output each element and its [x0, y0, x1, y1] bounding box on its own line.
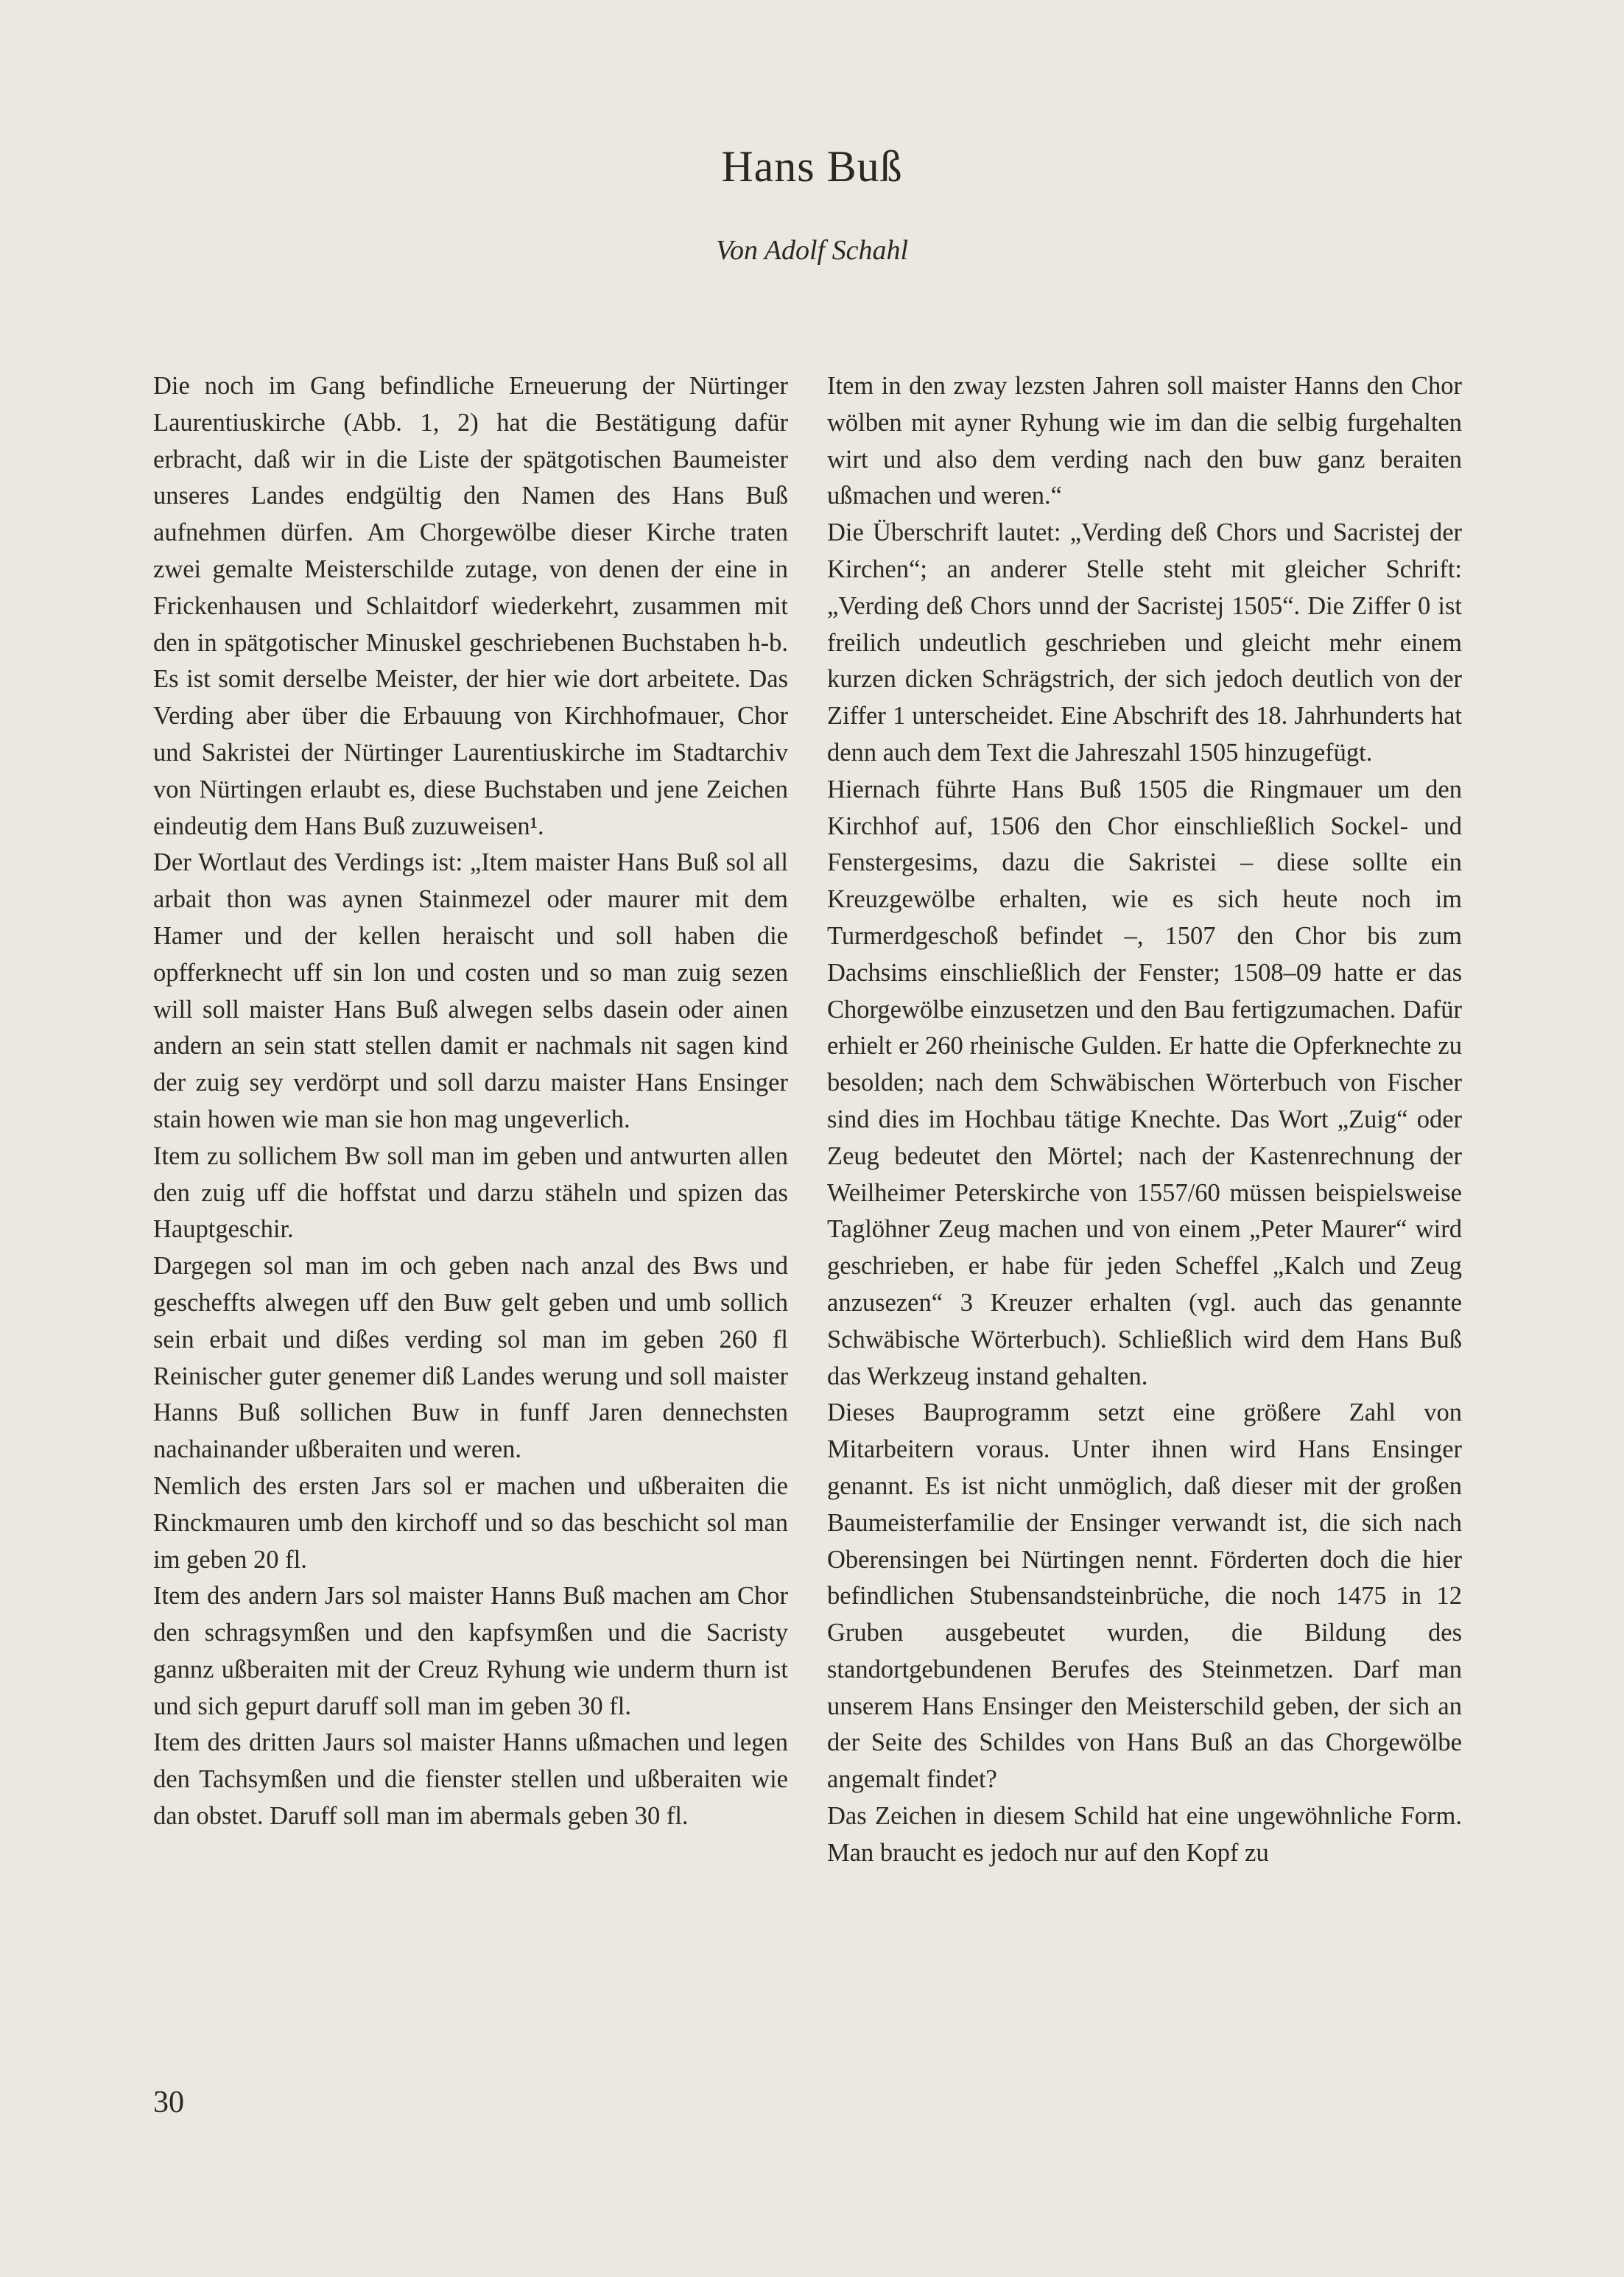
article-title: Hans Buß [721, 142, 903, 191]
paragraph: Die Überschrift lautet: „Verding deß Chors und Sacristej der Kirchen“; an anderer Stelle steht mit gleicher Schrift: „Verding deß Chors unnd der Sacristej 1505“. Die Ziffer 0 ist freilich undeutlich geschrieben und gleicht mehr einem kurzen dicken Schrägstrich, der sich jedoch deutlich von der Ziffer 1 unterscheidet. Eine Abschrift des 18. Jahrhunderts hat denn auch dem Text die Jahreszahl 1505 hinzugefügt. [827, 518, 1462, 767]
paragraph: Das Zeichen in diesem Schild hat eine ungewöhnliche Form. Man braucht es jedoch nur auf den Kopf zu [827, 1802, 1462, 1867]
paragraph: Dieses Bauprogramm setzt eine größere Zahl von Mitarbeitern voraus. Unter ihnen wird Hans Ensinger genannt. Es ist nicht unmöglich, daß dieser mit der großen Baumeisterfamilie der Ensinger verwandt ist, die sich nach Oberensingen bei Nürtingen nennt. Förderten doch die hier befindlichen Stubensandsteinbrüche, die noch 1475 in 12 Gruben ausgebeutet wurden, die Bildung des standortgebundenen Berufes des Steinmetzen. Darf man unserem Hans Ensinger den Meisterschild geben, der sich an der Seite des Schildes von Hans Buß an das Chorgewölbe angemalt findet? [827, 1398, 1462, 1794]
paragraph: Item des dritten Jaurs sol maister Hanns ußmachen und legen den Tachsymßen und die fienster stellen und ußberaiten wie dan obstet. Daruff soll man im abermals geben 30 fl. [153, 1728, 788, 1831]
paragraph: Dargegen sol man im och geben nach anzal des Bws und gescheffts alwegen uff den Buw gelt geben und umb sollich sein erbait und dißes verding sol man im geben 260 fl Reinischer guter genemer diß Landes werung und soll maister Hanns Buß sollichen Buw in funff Jaren dennechsten nachainander ußberaiten und weren. [153, 1252, 788, 1464]
right-column [827, 368, 1462, 1872]
article-byline: Von Adolf Schahl [715, 235, 909, 266]
paragraph: Hiernach führte Hans Buß 1505 die Ringmauer um den Kirchhof auf, 1506 den Chor einschließlich Sockel- und Fenstergesims, dazu die Sakristei – diese sollte ein Kreuzgewölbe erhalten, wie es sich heute noch im Turmerdgeschoß befindet –, 1507 den Chor bis zum Dachsims einschließlich der Fenster; 1508–09 hatte er das Chorgewölbe einzusetzen und den Bau fertigzumachen. Dafür erhielt er 260 rheinische Gulden. Er hatte die Opferknechte zu besolden; nach dem Schwäbischen Wörterbuch von Fischer sind dies im Hochbau tätige Knechte. Das Wort „Zuig“ oder Zeug bedeutet den Mörtel; nach der Kastenrechnung der Weilheimer Peterskirche von 1557/60 müssen beispielsweise Taglöhner Zeug machen und von einem „Peter Maurer“ wird geschrieben, er habe für jeden Scheffel „Kalch und Zeug anzusezen“ 3 Kreuzer erhalten (vgl. auch das genannte Schwäbische Wörterbuch). Schließlich wird dem Hans Buß das Werkzeug instand gehalten. [827, 775, 1462, 1390]
paragraph: Die noch im Gang befindliche Erneuerung der Nürtinger Laurentiuskirche (Abb. 1, 2) hat die Bestätigung dafür erbracht, daß wir in die Liste der spätgotischen Baumeister unseres Landes endgültig den Namen des Hans Buß aufnehmen dürfen. Am Chorgewölbe dieser Kirche traten zwei gemalte Meisterschilde zutage, von denen der eine in Frickenhausen und Schlaitdorf wiederkehrt, zusammen mit den in spätgotischer Minuskel geschriebenen Buchstaben h-b. Es ist somit derselbe Meister, der hier wie dort arbeitete. Das Verding aber über die Erbauung von Kirchhofmauer, Chor und Sakristei der Nürtinger Laurentiuskirche im Stadtarchiv von Nürtingen erlaubt es, diese Buchstaben und jene Zeichen eindeutig dem Hans Buß zuzuweisen¹. [153, 372, 788, 840]
paragraph: Item zu sollichem Bw soll man im geben und antwurten allen den zuig uff die hoffstat und darzu stäheln und spizen das Hauptgeschir. [153, 1141, 788, 1244]
page-number: 30 [153, 2086, 184, 2119]
paragraph: Item des andern Jars sol maister Hanns Buß machen am Chor den schragsymßen und den kapfsymßen und die Sacristy gannz ußberaiten mit der Creuz Ryhung wie underm thurn ist und sich gepurt daruff soll man im geben 30 fl. [153, 1582, 788, 1720]
paragraph: Nemlich des ersten Jars sol er machen und ußberaiten die Rinckmauren umb den kirchoff und so das beschicht sol man im geben 20 fl. [153, 1471, 788, 1574]
left-column [153, 368, 788, 1835]
paragraph: Der Wortlaut des Verdings ist: „Item maister Hans Buß sol all arbait thon was aynen Stainmezel oder maurer mit dem Hamer und der kellen heraischt und soll haben die opfferknecht uff sin lon und costen und so man zuig sezen will soll maister Hans Buß alwegen selbs dasein oder ainen andern an sein statt stellen damit er nachmals nit sagen kind der zuig sey verdörpt und soll darzu maister Hans Ensinger stain howen wie man sie hon mag ungeverlich. [153, 848, 788, 1133]
paragraph: Item in den zway lezsten Jahren soll maister Hanns den Chor wölben mit ayner Ryhung wie im dan die selbig furgehalten wirt und also dem verding nach den buw ganz beraiten ußmachen und weren.“ [827, 372, 1462, 510]
